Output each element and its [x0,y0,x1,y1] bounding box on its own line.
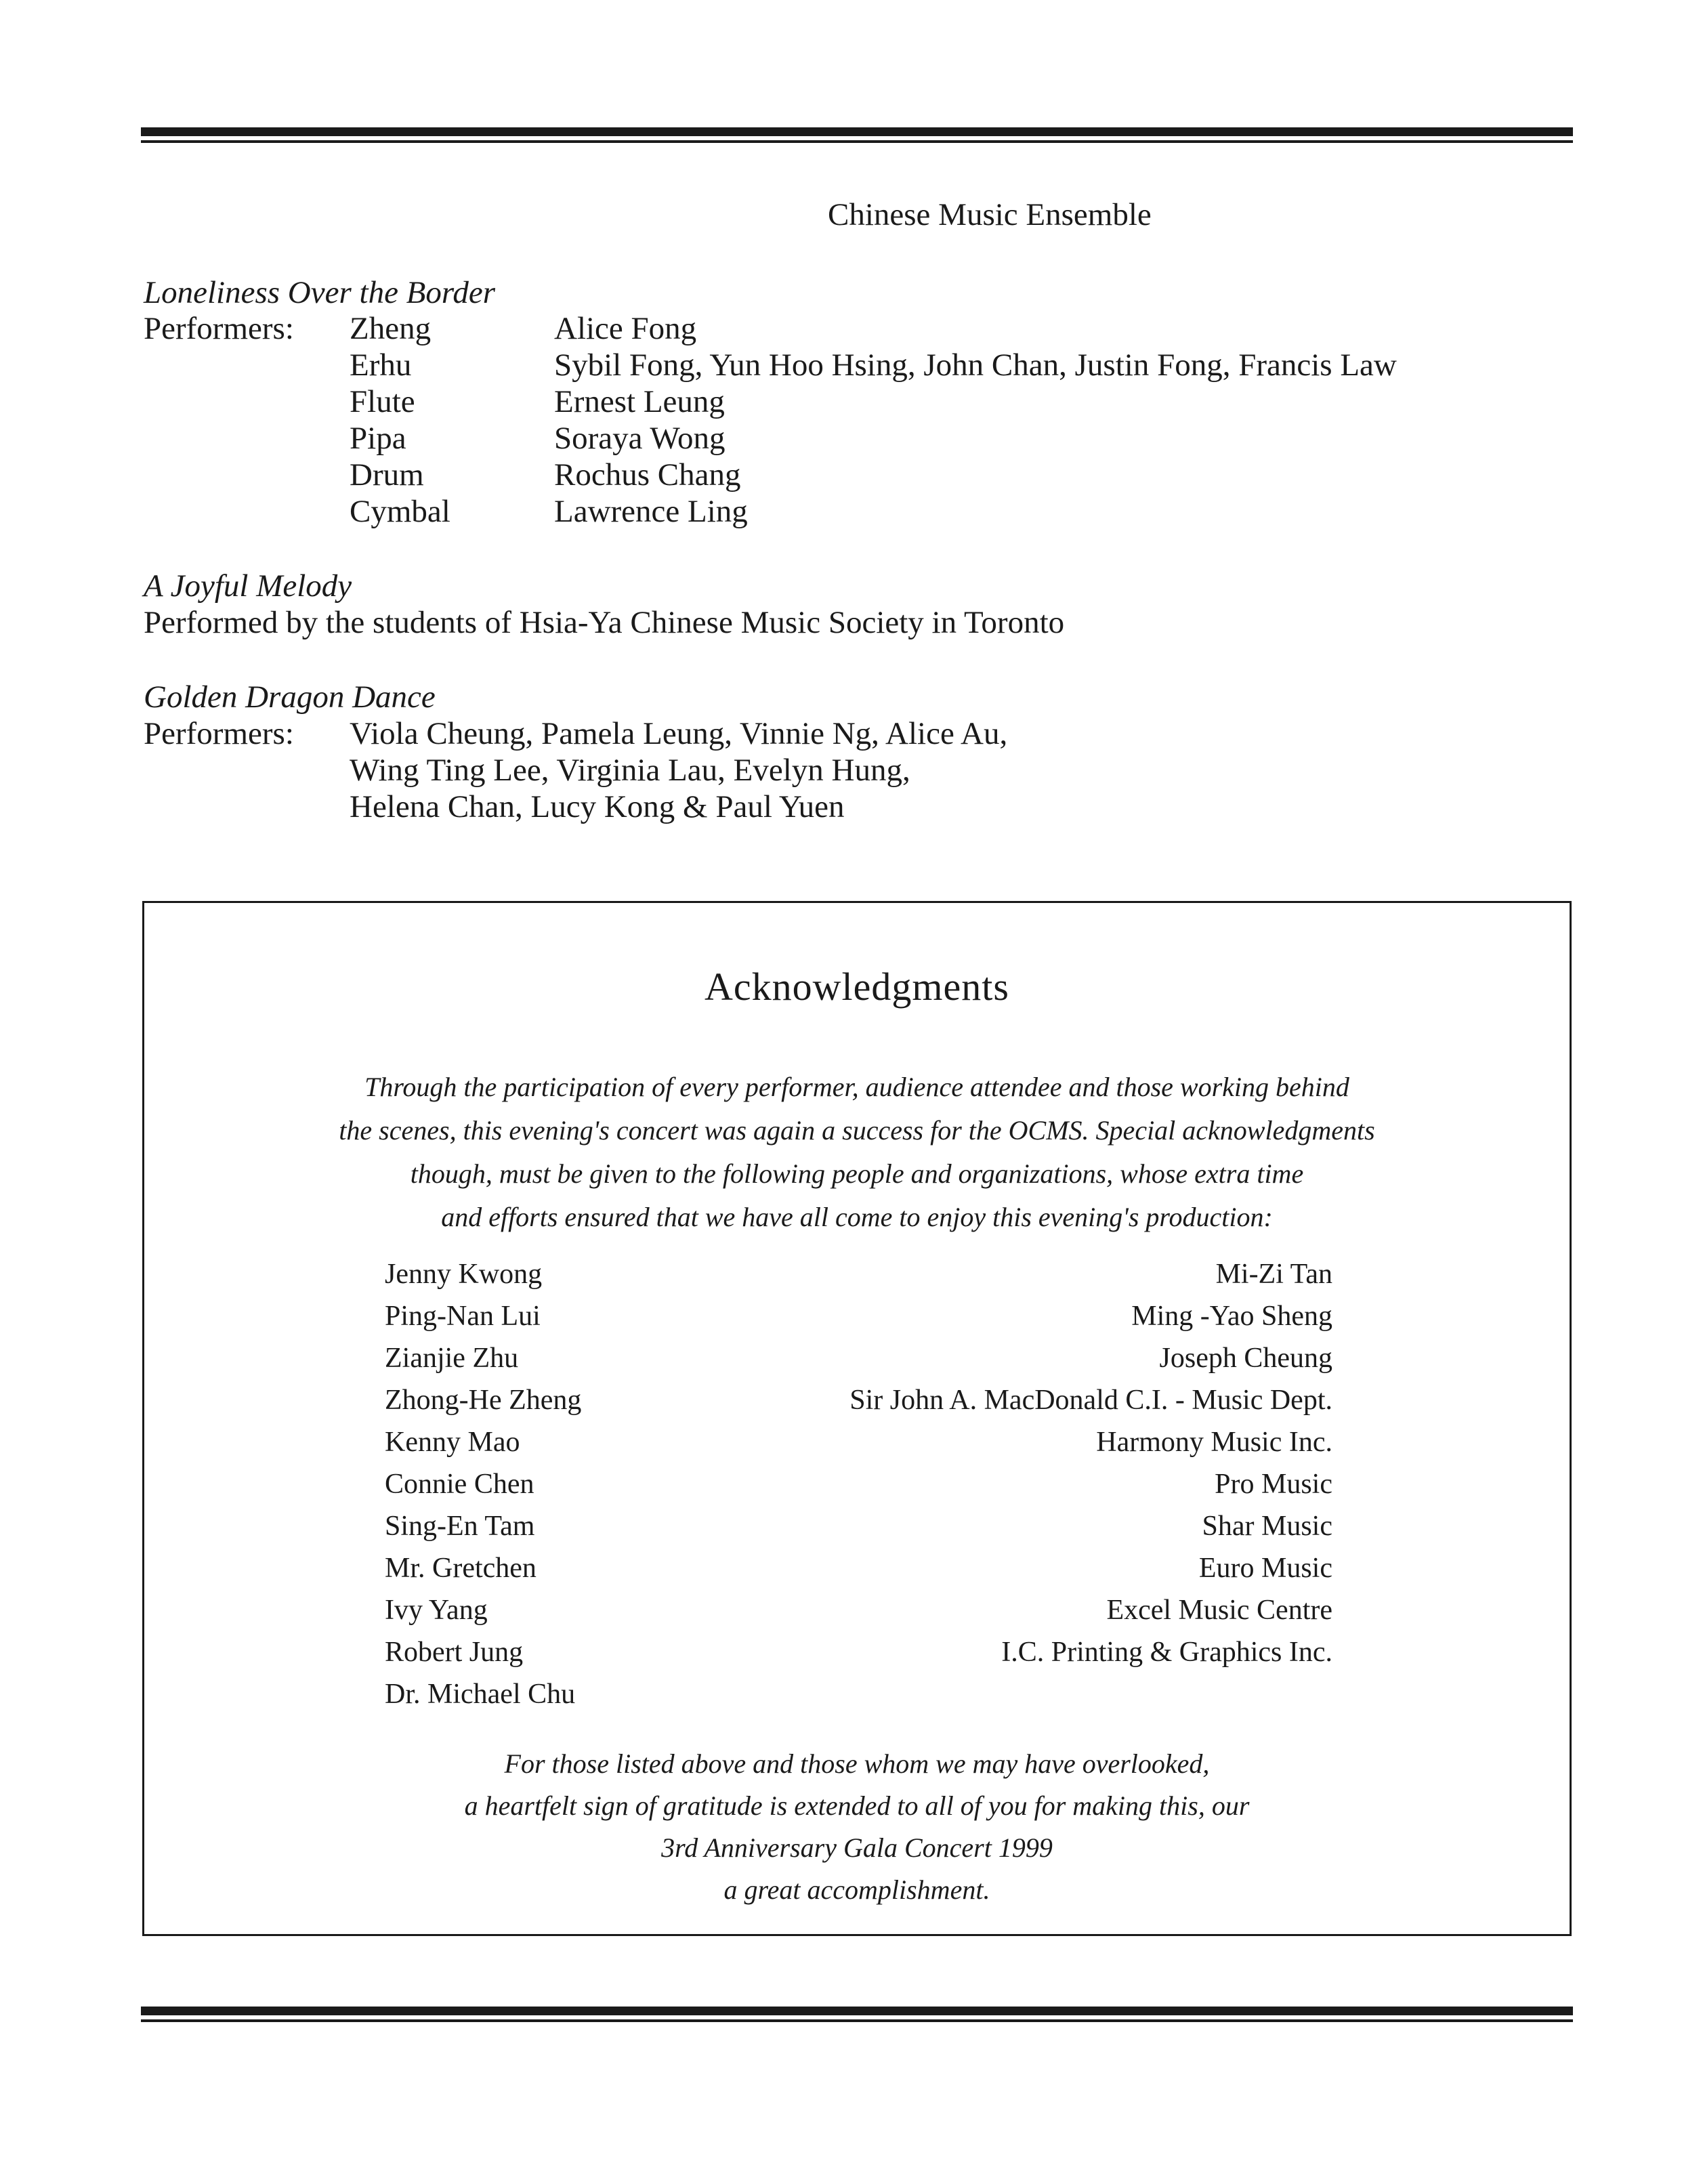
closing-line: 3rd Anniversary Gala Concert 1999 [661,1832,1053,1863]
top-divider [141,127,1573,143]
acknowledgments-intro [144,1066,1570,1239]
closing-line: a great accomplishment. [723,1874,990,1905]
list-item: Shar Music [1202,1511,1332,1542]
list-item: Joseph Cheung [1159,1343,1332,1374]
performer-names: Helena Chan, Lucy Kong & Paul Yuen [350,789,845,824]
list-item: Excel Music Centre [1106,1595,1332,1626]
list-item: Sing-En Tam [385,1511,535,1542]
ensemble-title: Chinese Music Ensemble [828,197,1152,232]
performer-names: Lawrence Ling [554,494,748,529]
performer-names: Viola Cheung, Pamela Leung, Vinnie Ng, Alice Au, [350,716,1008,751]
acknowledged-people-list [385,1253,581,1715]
acknowledgments-closing [144,1743,1570,1911]
piece-title-golden-dragon: Golden Dragon Dance [144,679,436,715]
list-item: Ivy Yang [385,1595,488,1626]
list-item: Ping-Nan Lui [385,1301,541,1332]
performers-label: Performers: [144,311,294,346]
piece-title-joyful-melody: A Joyful Melody [144,568,352,604]
list-item: Harmony Music Inc. [1096,1427,1332,1458]
closing-line: For those listed above and those whom we may have overlooked, [504,1748,1210,1779]
instrument-label: Erhu [350,348,412,383]
performer-names: Wing Ting Lee, Virginia Lau, Evelyn Hung, [350,753,910,788]
list-item: Dr. Michael Chu [385,1679,576,1710]
intro-line: and efforts ensured that we have all come to enjoy this evening's production: [441,1202,1273,1232]
list-item: Mi-Zi Tan [1215,1259,1332,1290]
intro-line: though, must be given to the following people and organizations, whose extra time [410,1158,1304,1189]
closing-line: a heartfelt sign of gratitude is extended to all of you for making this, our [464,1790,1250,1821]
performers-label: Performers: [144,716,294,751]
performer-names: Rochus Chang [554,457,741,492]
list-item: Zianjie Zhu [385,1343,519,1374]
acknowledgments-box [142,901,1572,1936]
list-item: Pro Music [1215,1469,1332,1500]
list-item: Sir John A. MacDonald C.I. - Music Dept. [849,1385,1332,1416]
intro-line: the scenes, this evening's concert was again a success for the OCMS. Special acknowledgments [339,1115,1375,1146]
performer-names: Ernest Leung [554,384,725,419]
list-item: Euro Music [1198,1553,1332,1584]
instrument-label: Pipa [350,421,406,456]
performed-by-line: Performed by the students of Hsia-Ya Chinese Music Society in Toronto [144,605,1065,640]
instrument-label: Zheng [350,311,432,346]
list-item: Jenny Kwong [385,1259,543,1290]
list-item: Robert Jung [385,1637,524,1668]
piece-title-loneliness: Loneliness Over the Border [144,275,496,310]
list-item: Mr. Gretchen [385,1553,537,1584]
list-item: Connie Chen [385,1469,534,1500]
performer-names: Sybil Fong, Yun Hoo Hsing, John Chan, Justin Fong, Francis Law [554,348,1397,383]
instrument-label: Drum [350,457,424,492]
acknowledged-organizations-list [849,1253,1332,1673]
list-item: Zhong-He Zheng [385,1385,582,1416]
instrument-label: Cymbal [350,494,450,529]
performer-names: Soraya Wong [554,421,726,456]
intro-line: Through the participation of every performer, audience attendee and those working behind [364,1072,1349,1102]
instrument-label: Flute [350,384,415,419]
bottom-divider [141,2007,1573,2022]
performer-names: Alice Fong [554,311,697,346]
list-item: I.C. Printing & Graphics Inc. [1001,1637,1332,1668]
acknowledgments-title: Acknowledgments [705,965,1009,1009]
list-item: Ming -Yao Sheng [1131,1301,1332,1332]
list-item: Kenny Mao [385,1427,520,1458]
